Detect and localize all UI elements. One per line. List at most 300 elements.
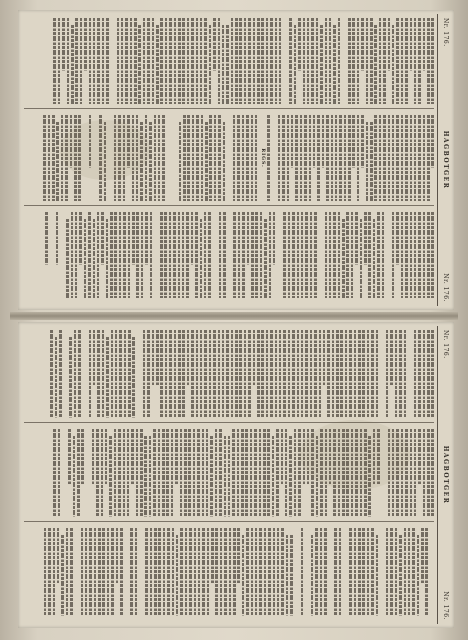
text-line (150, 212, 153, 298)
text-line (97, 18, 100, 104)
text-line (361, 18, 364, 71)
text-line (145, 212, 148, 265)
text-line (332, 330, 335, 418)
text-line (53, 429, 56, 517)
text-line (335, 115, 338, 201)
text-line (418, 429, 421, 484)
bottom-running-title: HAGBOTGER (442, 445, 449, 505)
text-line (376, 330, 379, 418)
text-line (169, 212, 172, 298)
text-line (366, 18, 369, 104)
text-line (210, 436, 213, 517)
text-line (48, 528, 51, 616)
text-line (163, 528, 166, 616)
text-line (327, 528, 333, 616)
text-line (427, 115, 430, 201)
text-line (116, 528, 119, 583)
top-column-1 (24, 18, 434, 109)
text-line (150, 528, 153, 616)
text-line (288, 212, 291, 298)
text-line (316, 18, 319, 104)
text-line (354, 528, 357, 616)
text-line (158, 115, 161, 201)
paper-stain (60, 120, 150, 180)
text-line (320, 528, 323, 616)
text-line (340, 18, 346, 104)
text-line (238, 212, 241, 298)
text-line (270, 115, 276, 201)
text-line (401, 115, 404, 201)
text-line (226, 25, 229, 104)
text-line (242, 535, 245, 616)
text-line (145, 436, 148, 517)
text-line (298, 429, 301, 517)
text-line (106, 337, 109, 418)
text-line (111, 330, 114, 418)
text-line (74, 330, 77, 418)
text-line (320, 25, 323, 104)
text-line (266, 18, 269, 104)
text-line (224, 528, 227, 616)
text-line (259, 528, 262, 616)
text-line (162, 115, 165, 201)
text-line (237, 528, 240, 583)
text-line (423, 212, 426, 298)
text-line (94, 528, 97, 616)
text-line (374, 25, 377, 104)
text-line (75, 212, 78, 298)
text-line (266, 330, 269, 418)
text-line (268, 528, 271, 616)
text-line (117, 18, 120, 104)
text-line (169, 18, 172, 104)
text-line (405, 212, 408, 298)
text-line (169, 330, 172, 418)
text-line (277, 528, 280, 616)
text-line (414, 330, 417, 418)
text-line (263, 429, 266, 517)
text-line (267, 429, 270, 517)
text-line (326, 115, 329, 201)
text-line (81, 330, 87, 418)
text-line (139, 25, 142, 104)
text-line (395, 528, 398, 616)
text-line (414, 115, 417, 201)
text-line (180, 429, 183, 517)
text-line (200, 18, 203, 104)
text-line (106, 219, 109, 298)
text-line (378, 330, 384, 418)
text-line (48, 115, 51, 201)
text-line (360, 219, 363, 298)
text-line (71, 212, 74, 298)
text-line (45, 212, 48, 265)
text-line (125, 18, 128, 104)
text-line (339, 528, 342, 616)
text-line (349, 330, 352, 418)
text-line (154, 115, 157, 201)
text-line (187, 115, 190, 201)
text-line (93, 330, 96, 385)
text-line (428, 528, 434, 616)
text-line (282, 115, 285, 201)
text-line (358, 330, 361, 418)
text-line (119, 330, 122, 418)
text-line (361, 115, 364, 168)
text-line (200, 330, 203, 418)
text-line (218, 115, 221, 201)
text-line (309, 115, 312, 201)
text-line (342, 219, 345, 298)
page-fold (10, 312, 458, 320)
text-line (152, 18, 155, 104)
text-line (211, 212, 217, 298)
text-line (331, 115, 334, 201)
text-line (255, 212, 258, 298)
text-line (362, 330, 365, 418)
text-line (344, 115, 347, 201)
text-line (297, 212, 300, 298)
text-line (135, 330, 141, 418)
top-running-head (437, 14, 450, 306)
text-line (160, 330, 163, 418)
text-line (152, 330, 155, 385)
text-line (158, 528, 161, 616)
text-line (305, 330, 308, 418)
text-line (297, 330, 300, 418)
text-line (317, 115, 320, 201)
text-line (300, 115, 303, 201)
text-line (383, 18, 386, 104)
text-line (88, 212, 91, 298)
text-line (75, 18, 78, 104)
text-line (423, 18, 426, 71)
text-line (427, 330, 430, 418)
text-line (62, 330, 68, 418)
text-line (218, 18, 221, 104)
text-line (123, 528, 129, 616)
text-line (215, 429, 218, 517)
text-line (200, 219, 203, 298)
text-line (392, 212, 395, 298)
text-line (171, 115, 177, 201)
text-line (279, 18, 282, 104)
text-line (239, 18, 242, 104)
text-line (327, 330, 330, 418)
text-line (251, 212, 254, 298)
top-running-title: HAGBOTGER (442, 130, 449, 190)
text-line (176, 535, 179, 616)
text-line (432, 18, 435, 104)
text-line (109, 436, 112, 517)
text-line (364, 212, 367, 265)
text-line (294, 25, 297, 104)
text-line (276, 212, 282, 298)
text-line (115, 330, 118, 418)
text-line (275, 330, 278, 418)
text-line (362, 528, 365, 616)
text-line (68, 429, 71, 484)
text-line (58, 212, 64, 298)
text-line (338, 212, 341, 298)
text-line (298, 18, 301, 71)
text-line (233, 212, 236, 298)
bottom-column-3 (24, 528, 434, 620)
text-line (85, 528, 88, 616)
text-line (348, 115, 351, 201)
text-line (311, 535, 314, 616)
text-line (73, 528, 79, 616)
text-line (373, 219, 376, 298)
text-line (253, 18, 256, 104)
text-line (96, 429, 99, 517)
text-line (366, 122, 369, 201)
text-line (219, 212, 222, 298)
text-line (253, 330, 256, 385)
text-line (329, 212, 332, 298)
text-line (188, 429, 191, 517)
text-line (191, 18, 194, 104)
text-line (287, 115, 290, 201)
text-line (235, 18, 238, 104)
text-line (289, 436, 292, 517)
text-line (304, 115, 307, 201)
text-line (223, 122, 226, 201)
text-line (152, 212, 158, 298)
text-line (50, 330, 53, 418)
text-line (165, 330, 168, 418)
text-line (239, 330, 242, 418)
text-line (105, 429, 108, 484)
text-line (371, 528, 374, 616)
text-line (132, 212, 135, 265)
text-line (418, 212, 421, 298)
text-line (115, 212, 118, 298)
text-line (334, 528, 337, 616)
text-line (143, 18, 146, 104)
text-line (348, 18, 351, 104)
text-line (285, 429, 288, 517)
text-line (303, 528, 309, 616)
text-line (382, 212, 385, 298)
text-line (178, 212, 181, 298)
text-line (183, 115, 186, 201)
text-line (67, 18, 70, 104)
text-line (314, 212, 317, 298)
text-line (118, 429, 121, 517)
text-line (171, 429, 174, 517)
text-line (426, 528, 429, 616)
text-line (204, 330, 207, 418)
text-line (270, 18, 273, 104)
text-line (195, 212, 198, 298)
text-line (237, 429, 240, 517)
text-line (59, 330, 62, 418)
text-line (383, 115, 386, 201)
text-line (333, 212, 336, 298)
text-line (354, 330, 357, 418)
text-line (178, 330, 181, 418)
text-line (93, 18, 96, 104)
text-line (71, 25, 74, 104)
text-line (101, 212, 104, 265)
text-line (267, 115, 270, 201)
text-line (196, 115, 199, 201)
text-line (53, 528, 56, 616)
text-line (317, 212, 323, 298)
text-line (186, 212, 189, 298)
text-line (58, 429, 61, 517)
text-line (160, 18, 163, 104)
text-line (374, 115, 377, 201)
top-page-number-left: Nr. 176. (442, 18, 449, 47)
text-line (179, 122, 182, 201)
text-line (172, 528, 175, 616)
text-line (128, 212, 131, 298)
text-line (255, 115, 258, 201)
text-line (286, 535, 289, 616)
text-line (395, 330, 398, 418)
text-line (392, 25, 395, 104)
text-line (399, 330, 402, 418)
text-line (325, 18, 328, 104)
text-line (408, 528, 411, 616)
text-line (251, 115, 254, 201)
text-line (134, 18, 137, 104)
text-line (136, 429, 139, 517)
text-line (209, 25, 212, 104)
text-line (202, 528, 205, 616)
text-line (57, 528, 60, 583)
text-line (222, 25, 225, 104)
text-line (114, 429, 117, 517)
text-line (194, 528, 197, 616)
text-line (131, 429, 134, 484)
text-line (84, 219, 87, 298)
text-line (378, 528, 384, 616)
text-line (124, 330, 127, 418)
text-line (270, 330, 273, 418)
text-line (427, 429, 430, 517)
text-line (128, 330, 131, 418)
text-line (196, 330, 199, 418)
text-line (288, 330, 291, 418)
text-line (396, 115, 399, 201)
text-line (406, 330, 412, 418)
text-line (219, 429, 222, 517)
text-line (349, 528, 352, 616)
text-line (202, 429, 205, 517)
text-line (52, 115, 55, 201)
text-line (307, 18, 310, 104)
text-line (322, 115, 325, 168)
text-line (410, 212, 413, 298)
text-line (93, 219, 96, 298)
text-line (392, 115, 395, 201)
text-line (101, 429, 104, 517)
text-line (250, 429, 253, 517)
text-line (371, 330, 374, 418)
text-line (182, 330, 185, 418)
text-line (89, 18, 92, 104)
text-line (147, 330, 150, 418)
text-line (92, 429, 95, 484)
text-line (149, 436, 152, 517)
text-line (291, 115, 294, 168)
text-line (73, 436, 76, 517)
text-line (175, 429, 178, 484)
text-line (232, 429, 235, 517)
text-line (156, 330, 159, 385)
text-line (418, 115, 421, 201)
text-line (81, 528, 84, 616)
text-line (192, 115, 195, 201)
text-line (173, 212, 176, 298)
text-line (156, 25, 159, 104)
text-line (213, 18, 216, 71)
text-line (247, 212, 250, 265)
text-line (405, 115, 408, 201)
top-column-3 (24, 212, 434, 302)
text-line (257, 18, 260, 104)
text-line (367, 330, 370, 418)
text-line (135, 528, 138, 616)
text-line (109, 18, 115, 104)
text-line (137, 528, 143, 616)
text-line (257, 330, 260, 418)
text-line (43, 115, 46, 201)
text-line (427, 212, 430, 298)
text-line (103, 528, 106, 616)
text-line (61, 535, 64, 616)
text-line (145, 528, 148, 616)
text-line (404, 330, 407, 418)
text-line (423, 115, 426, 201)
text-line (338, 18, 341, 104)
text-line (273, 528, 276, 616)
text-line (346, 212, 349, 298)
text-line (421, 528, 424, 583)
text-line (310, 212, 313, 298)
text-line (111, 528, 114, 616)
text-line (106, 18, 109, 104)
text-line (246, 115, 249, 201)
text-line (246, 528, 249, 616)
text-line (432, 429, 435, 517)
text-line (174, 18, 177, 104)
text-line (164, 212, 167, 298)
text-line (352, 115, 355, 168)
text-line (84, 429, 90, 517)
text-line (396, 212, 399, 265)
text-line (48, 212, 54, 298)
text-line (410, 18, 413, 71)
text-line (432, 212, 435, 298)
text-line (211, 528, 214, 583)
text-line (244, 18, 247, 104)
text-line (281, 429, 284, 484)
text-line (390, 528, 393, 616)
text-line (283, 212, 286, 298)
text-line (89, 330, 92, 418)
text-line (319, 330, 322, 418)
text-line (237, 115, 240, 201)
text-line (289, 18, 292, 104)
text-line (432, 115, 435, 168)
text-line (379, 115, 382, 201)
text-line (182, 18, 185, 104)
text-line (283, 330, 286, 418)
